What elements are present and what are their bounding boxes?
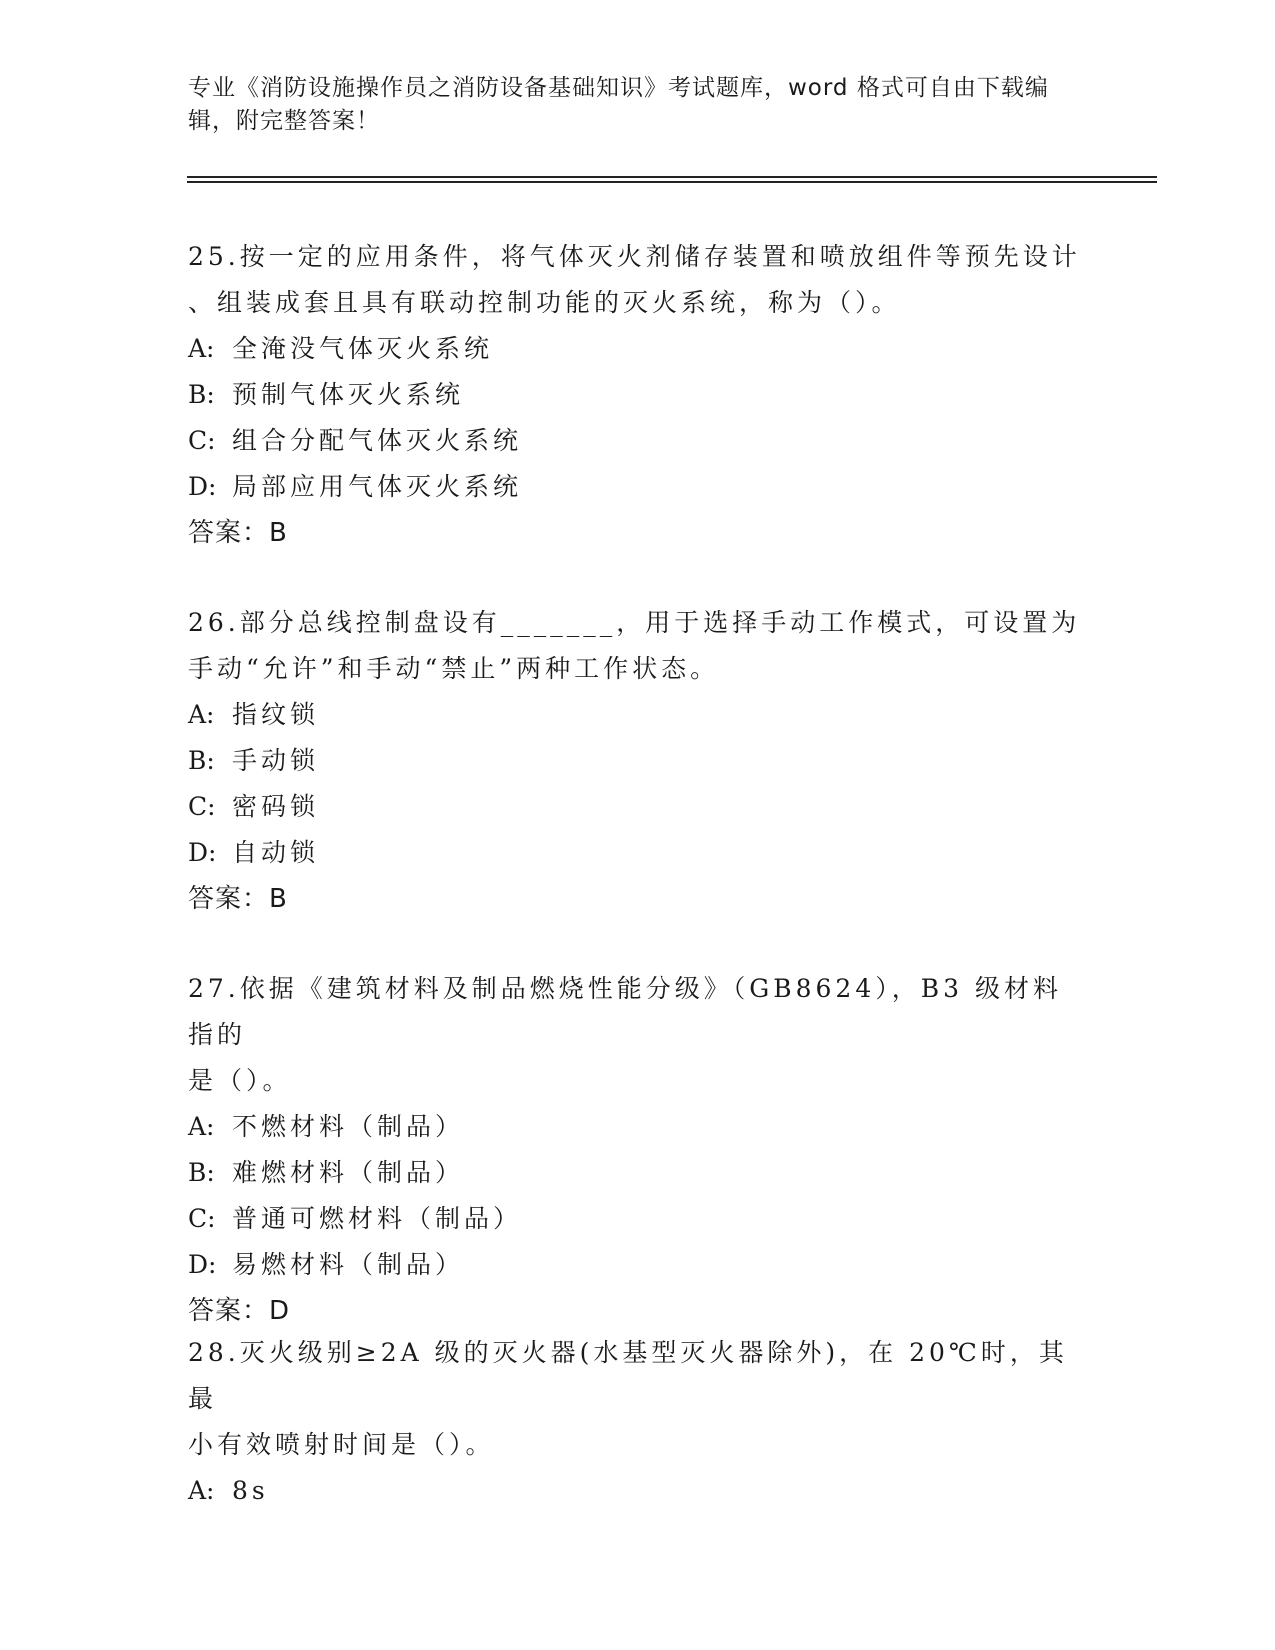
question-stem: 27.依据《建筑材料及制品燃烧性能分级》（GB8624），B3 级材料指的 是（）。: [188, 974, 1062, 1095]
header-line-1: 专业《消防设施操作员之消防设备基础知识》考试题库，word 格式可自由下载编: [188, 75, 1049, 101]
header-divider-bottom: [187, 181, 1157, 183]
option-a: A: 全淹没气体灭火系统: [188, 334, 494, 363]
option-b: B: 预制气体灭火系统: [188, 380, 465, 409]
option-d: D: 易燃材料（制品）: [188, 1250, 465, 1279]
question-stem: 26.部分总线控制盘设有_______，用于选择手动工作模式，可设置为 手动“允许”和手动“禁止”两种工作状态。: [188, 608, 1081, 683]
document-header: [188, 72, 1088, 138]
question-stem: 28.灭火级别≥2A 级的灭火器(水基型灭火器除外)，在 20℃时，其最 小有效喷射时间是（）。: [188, 1338, 1068, 1459]
header-divider-top: [187, 176, 1157, 178]
answer: 答案：B: [188, 518, 288, 548]
header-line-2: 辑，附完整答案！: [188, 108, 380, 134]
option-c: C: 普通可燃材料（制品）: [188, 1204, 523, 1233]
option-b: B: 手动锁: [188, 746, 320, 775]
answer: 答案：D: [188, 1296, 291, 1326]
option-d: D: 局部应用气体灭火系统: [188, 472, 523, 501]
question-28: [188, 1330, 1088, 1514]
option-d: D: 自动锁: [188, 838, 320, 867]
option-a: A: 不燃材料（制品）: [188, 1112, 465, 1141]
option-c: C: 组合分配气体灭火系统: [188, 426, 523, 455]
question-stem: 25.按一定的应用条件，将气体灭火剂储存装置和喷放组件等预先设计 、组装成套且具有联动控制功能的灭火系统，称为（）。: [188, 242, 1081, 317]
option-c: C: 密码锁: [188, 792, 320, 821]
option-a: A: 指纹锁: [188, 700, 320, 729]
question-27: [188, 966, 1088, 1334]
option-a: A: 8s: [188, 1476, 269, 1505]
question-25: [188, 234, 1088, 556]
option-b: B: 难燃材料（制品）: [188, 1158, 465, 1187]
question-26: [188, 600, 1088, 922]
answer: 答案：B: [188, 884, 288, 914]
